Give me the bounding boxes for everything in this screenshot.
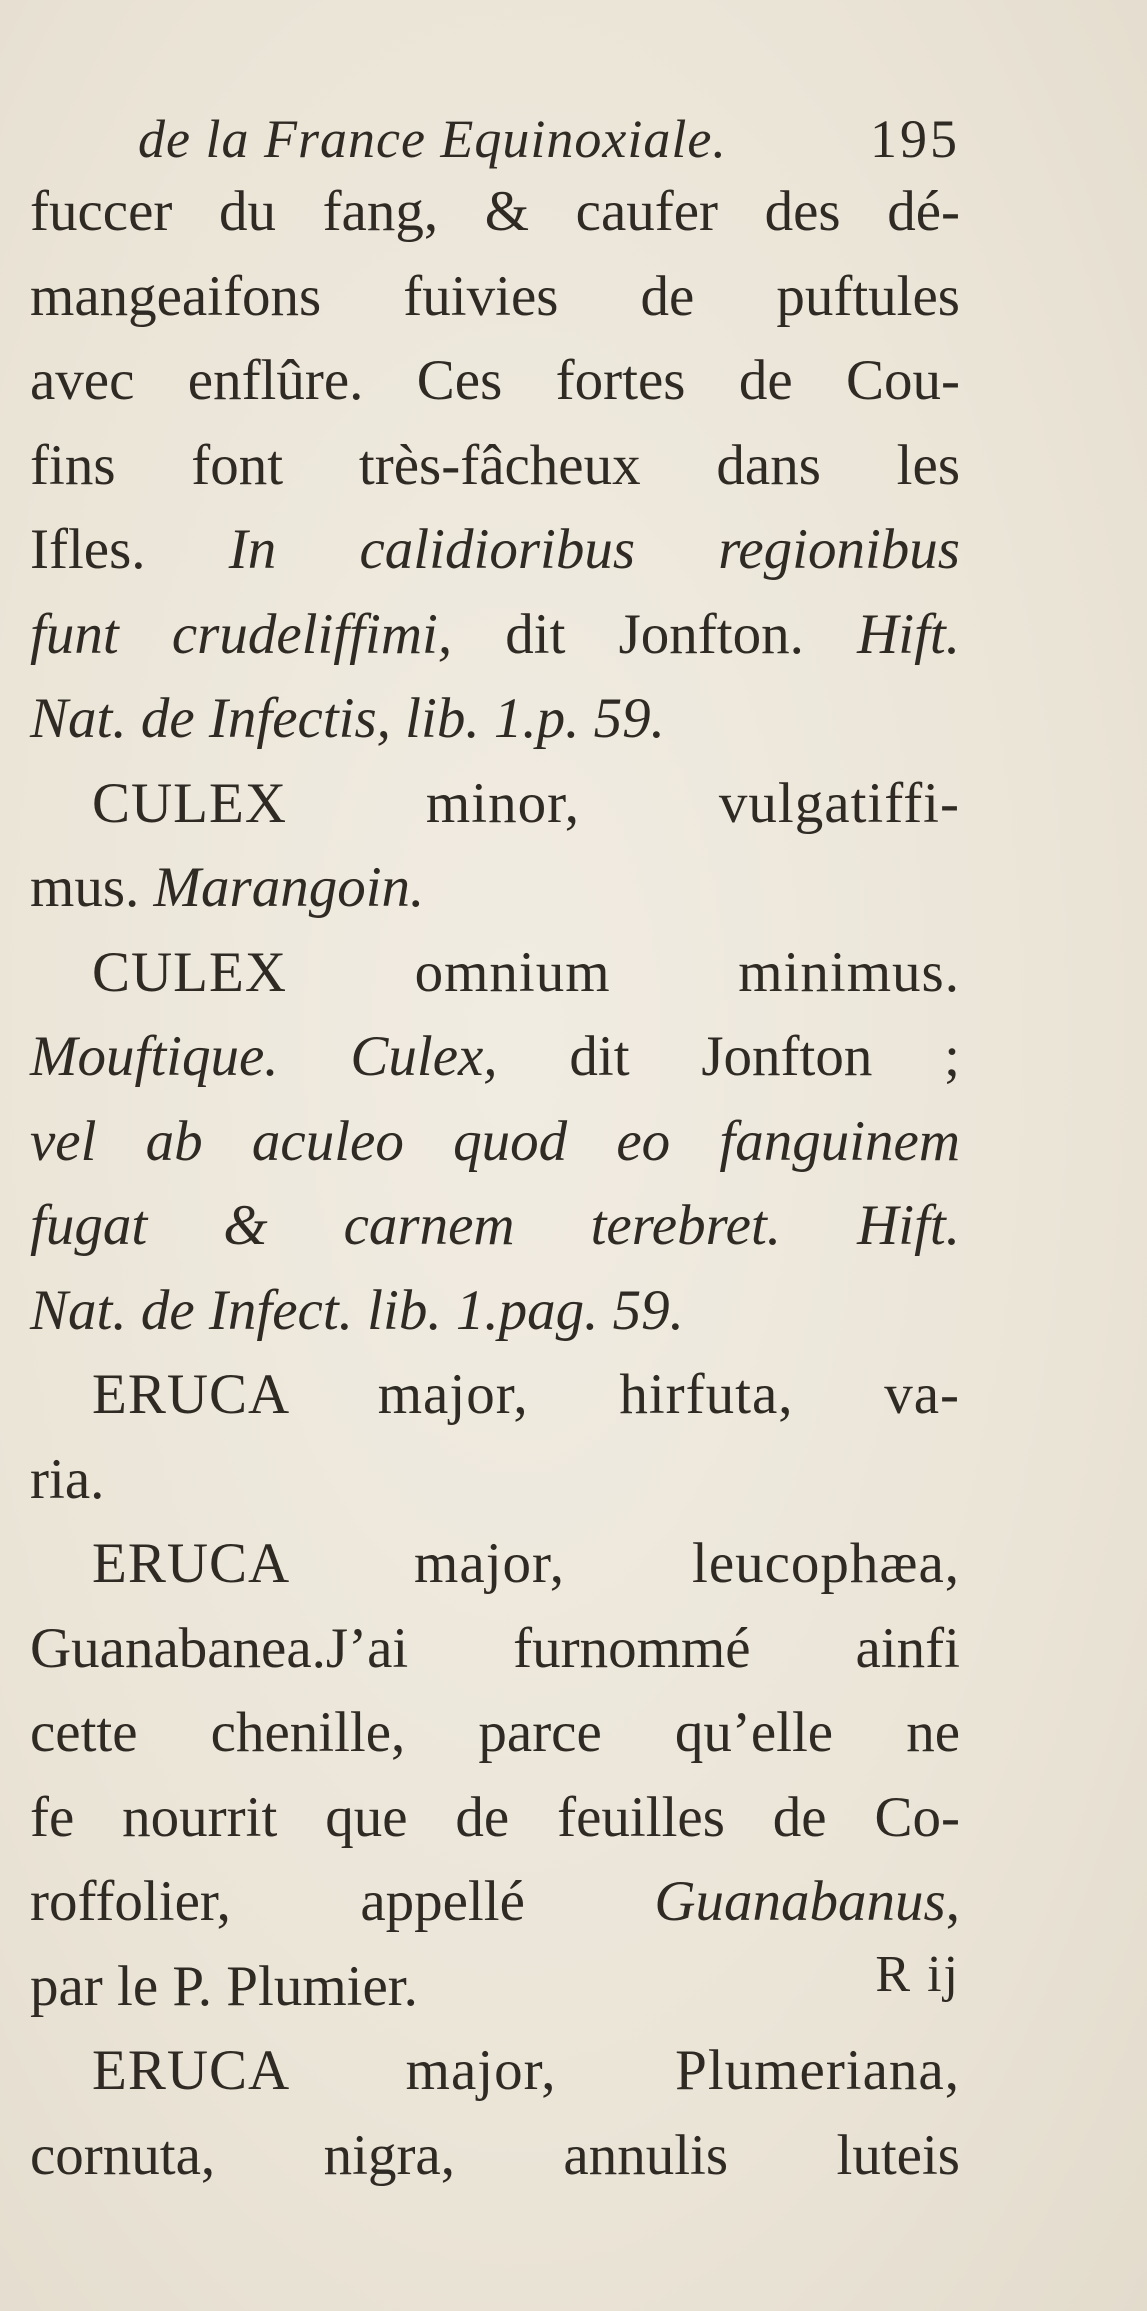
text-line — [30, 508, 960, 593]
text-line: cornuta, nigra, annulis luteis — [30, 2123, 960, 2187]
text-line: mangeaifons fuivies de puftules — [30, 264, 960, 328]
text-line — [30, 1015, 960, 1100]
text-segment: Ifles. — [30, 518, 229, 581]
common-name: Marangoin. — [153, 856, 425, 919]
text-line: Guanabanea.J’ai furnommé ainfi — [30, 1616, 960, 1680]
text-segment: roffolier, appellé — [30, 1870, 655, 1933]
text-line — [30, 593, 960, 678]
text-line: ria. — [30, 1447, 105, 1511]
text-line: cette chenille, parce qu’elle ne — [30, 1701, 960, 1764]
entry-culex-minimus: CULEX omnium minimus. — [92, 940, 960, 1004]
text-line-citation: Nat. de Infect. lib. 1.pag. 59. — [30, 1278, 684, 1342]
text-line: avec enflûre. Ces fortes de Cou- — [30, 349, 960, 412]
running-head-title: de la France Equinoxiale. — [138, 109, 727, 169]
entry-eruca-hirsuta: ERUCA major, hirfuta, va- — [92, 1363, 960, 1426]
latin-quote: In calidioribus regionibus — [228, 518, 960, 581]
text-line — [30, 1860, 960, 1945]
common-name: Mouftique. Culex, — [30, 1025, 498, 1088]
latin-quote-line: fugat & carnem terebret. Hift. — [30, 1194, 960, 1257]
entry-eruca-plumeriana: ERUCA major, Plumeriana, — [92, 2039, 960, 2102]
page-number: 195 — [870, 109, 960, 169]
citation: Hift. — [857, 602, 960, 666]
latin-name: Guanabanus — [654, 1870, 946, 1933]
body-text — [30, 170, 960, 2198]
entry-culex-minor: CULEX minor, vulgatiffi- — [92, 771, 960, 835]
text-segment: dit Jonfton ; — [497, 1025, 960, 1088]
text-line: fins font très-fâcheux dans les — [30, 433, 960, 497]
text-line: fuccer du fang, & caufer des dé- — [30, 180, 960, 243]
running-head — [130, 104, 960, 174]
text-segment: , — [945, 1870, 960, 1933]
text-line: fe nourrit que de feuilles de Co- — [30, 1785, 960, 1849]
latin-quote-line: vel ab aculeo quod eo fanguinem — [30, 1109, 960, 1173]
entry-eruca-leucophaea: ERUCA major, leucophæa, — [92, 1532, 960, 1595]
signature-mark: R ij — [875, 1946, 960, 2003]
text-segment: mus. — [30, 856, 154, 919]
text-line: par le P. Plumier. — [30, 1954, 418, 2018]
text-line — [30, 846, 960, 931]
text-line-citation: Nat. de Infectis, lib. 1.p. 59. — [30, 687, 665, 750]
text-segment: dit Jonfton. — [452, 602, 858, 666]
latin-quote: funt crudeliffimi, — [30, 602, 453, 666]
